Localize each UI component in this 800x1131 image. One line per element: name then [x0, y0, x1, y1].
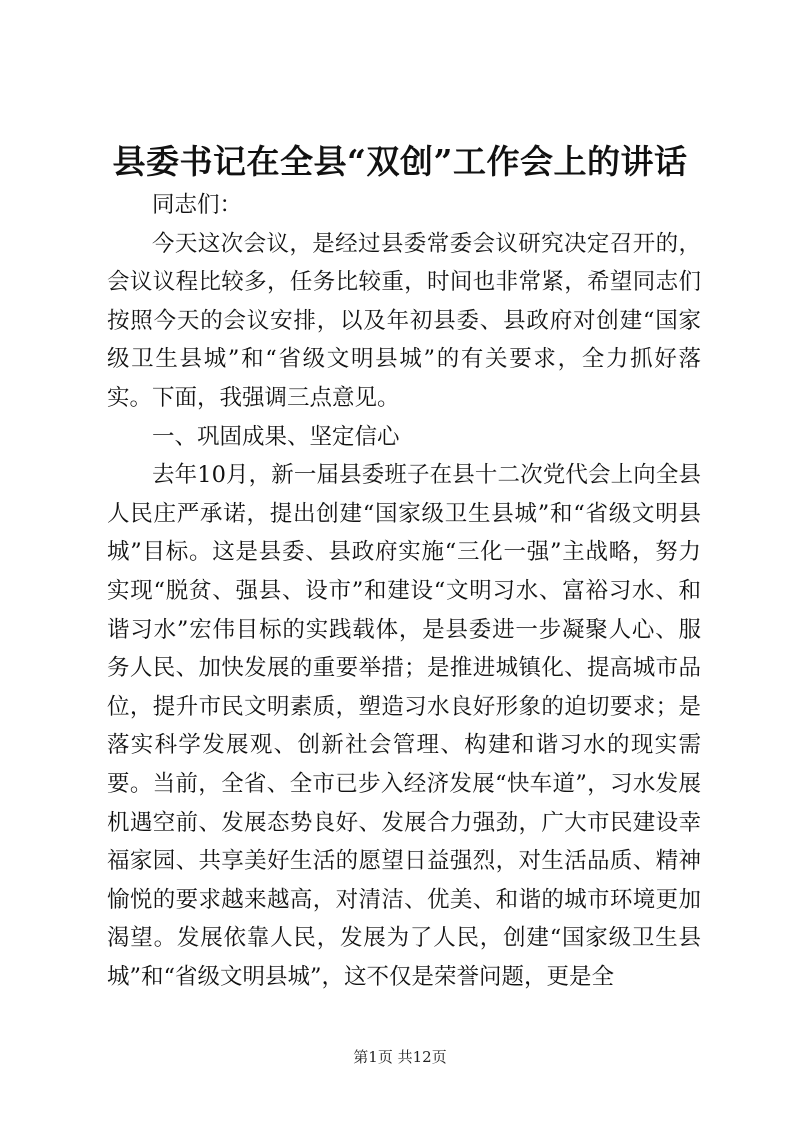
section-heading: 一、巩固成果、坚定信心 [152, 423, 400, 450]
page-number-footer: 第1页 共12页 [353, 1048, 447, 1066]
intro-paragraph: 今天这次会议，是经过县委常委会议研究决定召开的，会议议程比较多，任务比较重，时间也非常紧，希望同志们按照今天的会议安排，以及年初县委、县政府对创建“国家级卫生县城”和“省级文明县城”的有关要求，全力抓好落实。下面，我强调三点意见。 [107, 230, 701, 411]
document-title: 县委书记在全县“双创”工作会上的讲话 [112, 142, 688, 181]
document-body [107, 186, 701, 996]
salutation-paragraph: 同志们： [152, 192, 243, 218]
body-paragraph: 去年10月，新一届县委班子在县十二次党代会上向全县人民庄严承诺，提出创建“国家级卫生县城”和“省级文明县城”目标。这是县委、县政府实施“三化一强”主战略，努力实现“脱贫、强县、设市”和建设“文明习水、富裕习水、和谐习水”宏伟目标的实践载体，是县委进一步凝聚人心、服务人民、加快发展的重要举措；是推进城镇化、提高城市品位，提升市民文明素质，塑造习水良好形象的迫切要求；是落实科学发展观、创新社会管理、构建和谐习水的现实需要。当前，全省、全市已步入经济发展“快车道”，习水发展机遇空前、发展态势良好、发展合力强劲，广大市民建设幸福家园、共享美好生活的愿望日益强烈，对生活品质、精神愉悦的要求越来越高，对清洁、优美、和谐的城市环境更加渴望。发展依靠人民，发展为了人民，创建“国家级卫生县城”和“省级文明县城”，这不仅是荣誉问题，更是全 [107, 462, 701, 990]
